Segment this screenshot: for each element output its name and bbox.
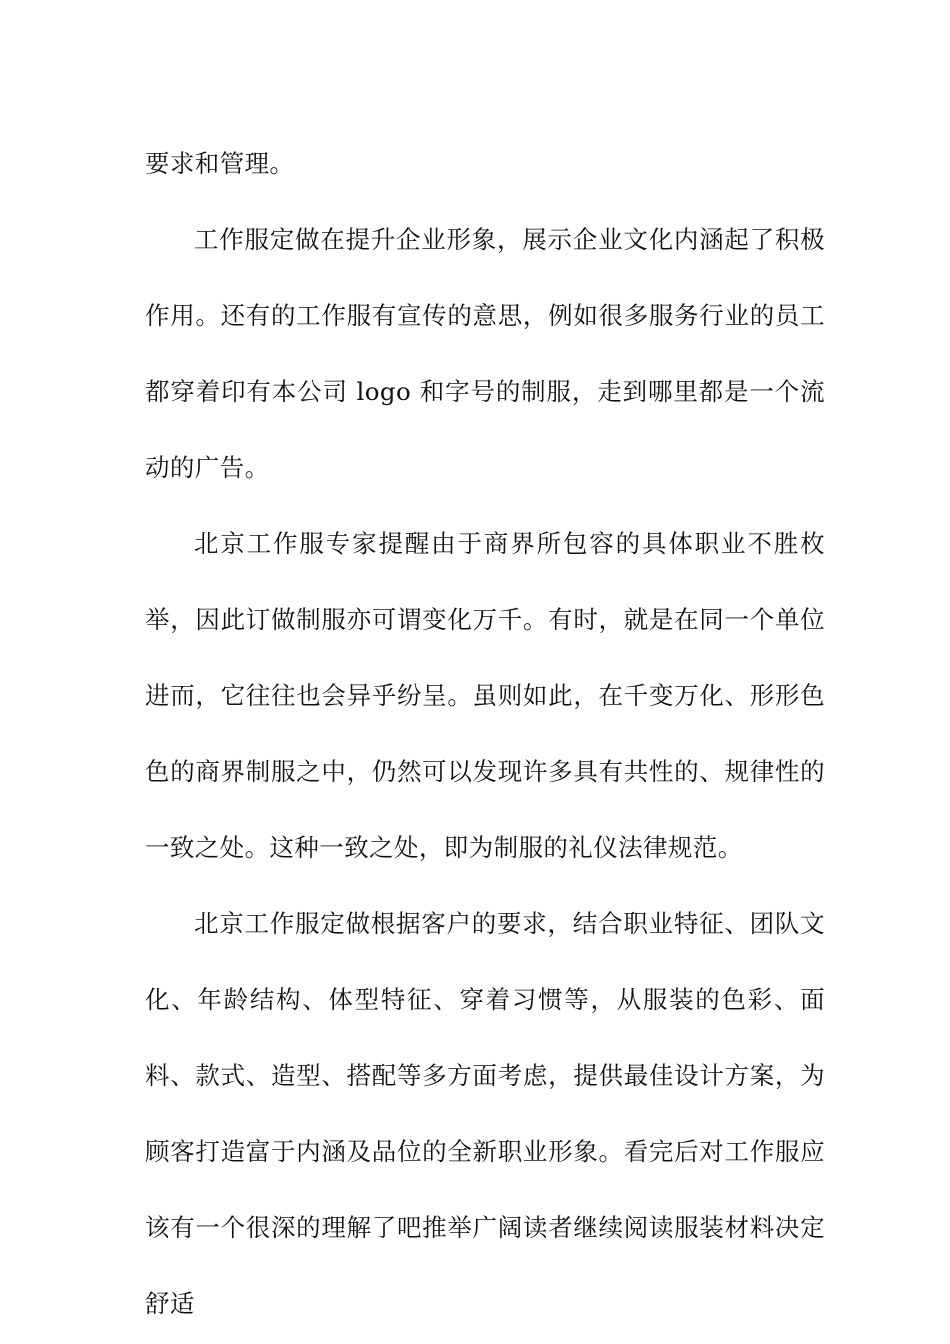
paragraph-continuation: 要求和管理。 xyxy=(145,149,295,178)
document-body xyxy=(145,126,825,1342)
paragraph-workwear-image: 工作服定做在提升企业形象，展示企业文化内涵起了积极作用。还有的工作服有宣传的意思，例如很多服务行业的员工都穿着印有本公司 logo 和字号的制服，走到哪里都是一个流动的广告。 xyxy=(145,225,825,482)
paragraph-custom-design: 北京工作服定做根据客户的要求，结合职业特征、团队文化、年龄结构、体型特征、穿着习惯等，从服装的色彩、面料、款式、造型、搭配等多方面考虑，提供最佳设计方案，为顾客打造富于内涵及品位的全新职业形象。看完后对工作服应该有一个很深的理解了吧推举广阔读者继续阅读服装材料决定舒适 xyxy=(145,909,825,1318)
paragraph-uniform-etiquette: 北京工作服专家提醒由于商界所包容的具体职业不胜枚举，因此订做制服亦可谓变化万千。有时，就是在同一个单位进而，它往往也会异乎纷呈。虽则如此，在千变万化、形形色色的商界制服之中，仍然可以发现许多具有共性的、规律性的一致之处。这种一致之处，即为制服的礼仪法律规范。 xyxy=(145,529,825,862)
